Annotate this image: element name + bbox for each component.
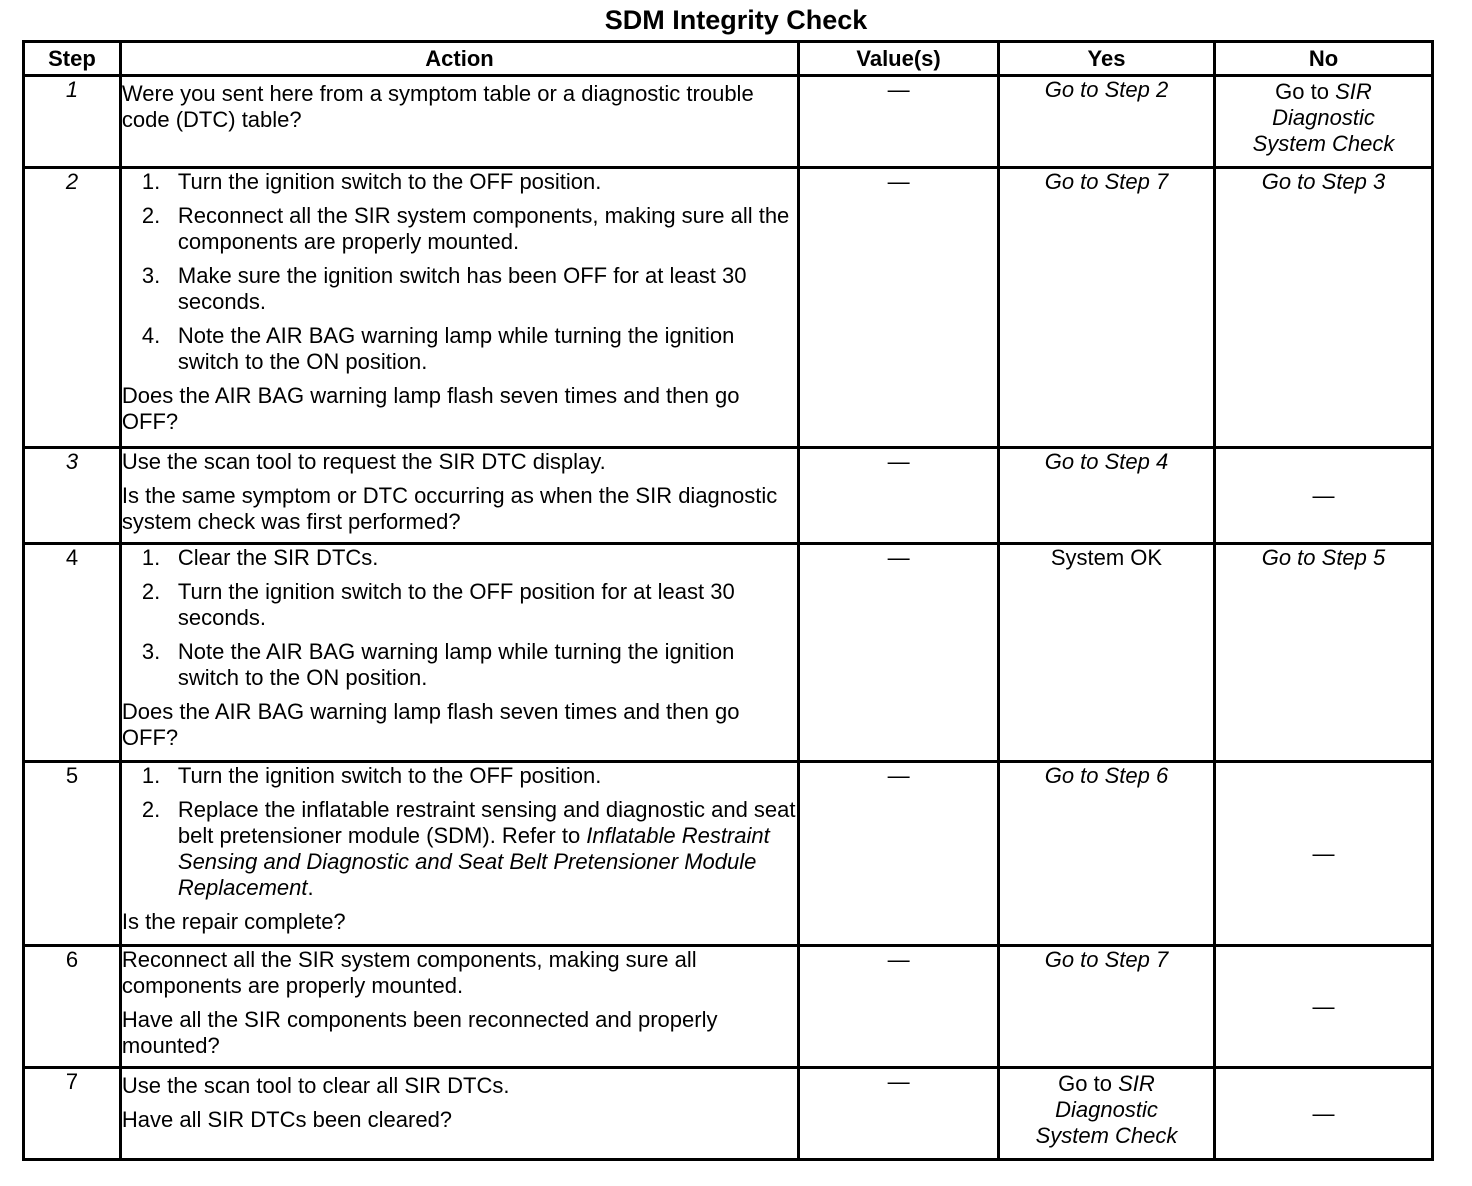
step-num: 2. [141,797,161,822]
action-text: Were you sent here from a symptom table or a diagnostic trouble code (DTC) table? [121,81,754,132]
action-steps [122,763,797,901]
action-step [122,545,797,571]
header-values: Value(s) [799,42,999,76]
yes-ref[interactable]: SIR [1118,1071,1155,1096]
table-header-row [24,42,1433,76]
step-text: Turn the ignition switch to the OFF position. [177,763,602,788]
action-step [122,763,797,789]
no-ref[interactable]: SIR [1335,79,1372,104]
action-question: Does the AIR BAG warning lamp flash seven times and then go OFF? [121,699,740,750]
value-cell: — [799,76,999,168]
step-num: 1. [141,169,161,194]
step-text: Reconnect all the SIR system components, making sure all the components are properly mounted. [177,203,790,254]
no-cell: — [1214,1068,1432,1160]
action-text: Use the scan tool to request the SIR DTC display. [121,449,606,474]
step-number: 6 [24,946,121,1068]
step-num: 1. [141,763,161,788]
step-text: Turn the ignition switch to the OFF position for at least 30 seconds. [177,579,735,630]
step-text: Replace the inflatable restraint sensing and diagnostic and seat belt pretensioner module (SDM). Refer to [177,797,796,848]
no-ref-line3[interactable]: System Check [1252,131,1395,156]
yes-result: System OK [1050,545,1163,570]
step-number: 5 [24,762,121,946]
yes-cell [998,1068,1214,1160]
action-question: Is the repair complete? [121,909,346,934]
procedure-reference[interactable]: Inflatable Restraint Sensing and Diagnostic and Seat Belt Pretensioner Module Replacement [177,823,770,900]
table-row [24,448,1433,544]
no-cell [1214,76,1432,168]
action-step [122,797,797,901]
header-action: Action [120,42,798,76]
yes-cell [998,76,1214,168]
value-cell: — [799,168,999,448]
header-yes: Yes [998,42,1214,76]
yes-cell [998,762,1214,946]
action-step [122,169,797,195]
diagnostic-table [22,40,1434,1161]
step-number: 7 [24,1068,121,1160]
step-num: 3. [141,263,161,288]
page-title: SDM Integrity Check [604,5,868,35]
no-cell: — [1214,762,1432,946]
no-cell: — [1214,946,1432,1068]
header-no: No [1214,42,1432,76]
action-cell [120,76,798,168]
no-prefix: Go to [1275,79,1336,104]
yes-link[interactable]: Go to Step 7 [1044,169,1169,194]
no-cell: — [1214,448,1432,544]
action-step [122,263,797,315]
value-cell: — [799,762,999,946]
yes-cell [998,946,1214,1068]
step-num: 3. [141,639,161,664]
yes-link[interactable]: Go to Step 6 [1044,763,1169,788]
value-cell: — [799,946,999,1068]
action-question: Have all the SIR components been reconnected and properly mounted? [121,1007,718,1058]
action-step [122,579,797,631]
yes-cell [998,544,1214,762]
step-text: Clear the SIR DTCs. [177,545,379,570]
yes-link[interactable]: Go to Step 7 [1044,947,1169,972]
action-cell [120,946,798,1068]
step-text: Make sure the ignition switch has been OFF for at least 30 seconds. [177,263,747,314]
value-cell: — [799,544,999,762]
action-step [122,323,797,375]
no-cell [1214,544,1432,762]
no-ref-line2[interactable]: Diagnostic [1272,105,1375,130]
action-cell [120,762,798,946]
step-num: 1. [141,545,161,570]
yes-prefix: Go to [1058,1071,1119,1096]
step-num: 4. [141,323,161,348]
table-row [24,762,1433,946]
action-question: Have all SIR DTCs been cleared? [121,1107,453,1132]
action-steps [122,545,797,691]
action-steps [122,169,797,375]
action-text: Use the scan tool to clear all SIR DTCs. [121,1073,510,1098]
table-row [24,168,1433,448]
step-number: 2 [24,168,121,448]
action-question: Is the same symptom or DTC occurring as when the SIR diagnostic system check was first performed? [121,483,778,534]
table-row [24,544,1433,762]
yes-link[interactable]: Go to Step 4 [1044,449,1169,474]
step-text: Note the AIR BAG warning lamp while turning the ignition switch to the ON position. [177,323,735,374]
table-row [24,1068,1433,1160]
yes-link[interactable]: Go to Step 2 [1044,77,1169,102]
no-link[interactable]: Go to Step 3 [1261,169,1386,194]
action-question: Does the AIR BAG warning lamp flash seven times and then go OFF? [121,383,740,434]
action-cell [120,168,798,448]
no-link[interactable]: Go to Step 5 [1261,545,1386,570]
step-num: 2. [141,203,161,228]
action-step [122,203,797,255]
action-cell [120,1068,798,1160]
action-step [122,639,797,691]
step-text: Note the AIR BAG warning lamp while turning the ignition switch to the ON position. [177,639,735,690]
table-row [24,76,1433,168]
yes-ref-line3[interactable]: System Check [1035,1123,1178,1148]
step-number: 3 [24,448,121,544]
step-text: Turn the ignition switch to the OFF position. [177,169,602,194]
action-text: Reconnect all the SIR system components, making sure all components are properly mounted. [121,947,697,998]
value-cell: — [799,1068,999,1160]
table-row [24,946,1433,1068]
yes-ref-line2[interactable]: Diagnostic [1055,1097,1158,1122]
value-cell: — [799,448,999,544]
yes-cell [998,448,1214,544]
action-cell [120,544,798,762]
yes-cell [998,168,1214,448]
no-cell [1214,168,1432,448]
step-number: 1 [24,76,121,168]
action-cell [120,448,798,544]
step-text-end: . [307,875,314,900]
step-number: 4 [24,544,121,762]
header-step: Step [24,42,121,76]
step-num: 2. [141,579,161,604]
